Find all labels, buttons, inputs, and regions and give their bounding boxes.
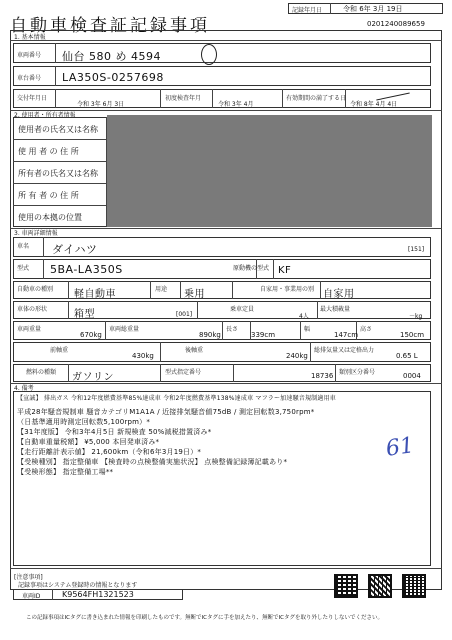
gross-value: 890kg [199, 331, 221, 339]
maker-label: 車名 [17, 243, 30, 250]
remark-line: 【31年度版】 令和3年4月5日 新規検査 50%減税措置済み* [17, 428, 212, 436]
use-value: 乗用 [184, 289, 205, 300]
type-desig-value: 18736 [311, 372, 334, 380]
owner-name-label: 所有者の氏名又は名称 [18, 169, 98, 178]
document-number: 0201240089659 [367, 20, 425, 28]
engine-label: 原動機の型式 [233, 265, 270, 272]
capacity-label: 乗車定員 [230, 306, 255, 313]
notice-label: [注意事項] [14, 574, 43, 581]
type-desig-label: 型式指定番号 [165, 369, 202, 376]
issued-value: 令和 3年 6月 3日 [77, 101, 125, 108]
kind-label: 自動車の種別 [17, 286, 54, 293]
rear-axle-value: 240kg [286, 352, 308, 360]
notice-text: 記録事項はシステム登録時の情報となります [18, 582, 138, 589]
chassis-label: 車台番号 [17, 75, 42, 82]
section-remarks-title: 4. 備考 [14, 385, 34, 392]
category-label: 類別区分番号 [339, 369, 376, 376]
gross-label: 車両総重量 [109, 326, 140, 333]
plate-value: 仙台 580 め 4594 [62, 50, 161, 63]
car-id-label: 車両ID [22, 593, 41, 600]
height-label: 高さ [360, 326, 373, 333]
section-vehicle-title: 3. 車両詳細情報 [14, 230, 58, 237]
handwritten-note: 61 [384, 433, 416, 462]
model-value: 5BA-LA350S [50, 263, 123, 276]
remark-line: 【宣誠】 排出ガス 令和12年度燃費基準85%達成車 令和2年度燃費基準138%達成車 マフラー加速騒音規制適用車 [17, 395, 336, 402]
section-basic-title: 1. 基本情報 [14, 34, 46, 41]
remark-line: 平成28年騒音規制車 騒音カテゴリM1A1A / 近接排気騒音値75dB / 測定回転数3,750rpm* [17, 408, 315, 416]
base-location-label: 使用の本拠の位置 [18, 213, 82, 222]
car-id-value: K9564FH1321523 [62, 590, 134, 599]
kind-value: 軽自動車 [74, 289, 116, 300]
body-code: [001] [176, 311, 193, 318]
displacement-value: 0.65 L [396, 352, 418, 360]
plate-label: 車両番号 [17, 52, 42, 59]
qr-code-3 [402, 574, 426, 598]
issue-date-label: 記録年月日 [292, 7, 323, 14]
expiry-label: 有効期間の満了する日 [286, 95, 347, 102]
remark-line: 【受検種別】 指定整備車 【検査時の点検整備実施状況】 点検整備記録簿記載あり* [17, 458, 288, 466]
maker-code: [151] [408, 246, 425, 253]
max-load-value: －kg [409, 313, 423, 320]
issue-date: 令和 6年 3月 19日 [343, 5, 403, 13]
issued-label: 交付年月日 [17, 95, 48, 102]
private-value: 自家用 [323, 289, 355, 300]
capacity-value: 4人 [299, 313, 309, 320]
first-reg-label: 初度検査年月 [165, 95, 202, 102]
bottom-notice: この記録事項はICタグに書き込まれた情報を印刷したものです。無断でICタグに手を加えたり、無断でICタグを取り外したりしないでください。 [26, 615, 383, 621]
qr-code-2 [368, 574, 392, 598]
body-value: 箱型 [74, 309, 95, 320]
expiry-value: 令和 8年 4月 4日 [350, 101, 398, 108]
use-label: 用途 [155, 286, 168, 293]
first-reg-value: 令和 3年 4月 [218, 101, 254, 108]
redaction-block [107, 115, 432, 227]
chassis-value: LA350S-0257698 [62, 71, 164, 84]
front-axle-value: 430kg [132, 352, 154, 360]
maker-value: ダイハツ [52, 243, 98, 256]
remark-line: （日基準適用時測定回転数5,100rpm）* [17, 418, 151, 426]
handwritten-circle [201, 44, 217, 65]
rear-axle-label: 後軸重 [185, 347, 204, 354]
qr-code-1 [334, 574, 358, 598]
remark-line: 【自動車重量税額】 ¥5,000 本回発車済み* [17, 438, 160, 446]
section-owner-title: 2. 使用者・所有者情報 [14, 112, 76, 119]
private-label: 自家用・事業用の別 [260, 286, 315, 293]
fuel-value: ガソリン [72, 372, 114, 383]
remark-line: 【走行距離計表示値】 21,600km（令和6年3月19日）* [17, 448, 202, 456]
height-value: 150cm [400, 331, 425, 339]
width-label: 幅 [304, 326, 311, 333]
width-value: 147cm [334, 331, 359, 339]
length-label: 長さ [226, 326, 239, 333]
engine-value: KF [278, 265, 292, 276]
weight-value: 670kg [80, 331, 102, 339]
fuel-label: 燃料の種類 [26, 369, 57, 376]
category-value: 0004 [403, 372, 421, 380]
owner-address-label: 所 有 者 の 住 所 [18, 191, 79, 200]
max-load-label: 最大積載量 [320, 306, 351, 313]
user-name-label: 使用者の氏名又は名称 [18, 125, 98, 134]
body-label: 車体の形状 [17, 306, 48, 313]
displacement-label: 総排気量又は定格出力 [314, 347, 375, 354]
front-axle-label: 前軸重 [50, 347, 69, 354]
remark-line: 【受検形態】 指定整備工場** [17, 468, 114, 476]
model-label: 型式 [17, 265, 30, 272]
length-value: 339cm [251, 331, 276, 339]
user-address-label: 使 用 者 の 住 所 [18, 147, 79, 156]
page-title: 自動車検査証記録事項 [10, 16, 210, 36]
weight-label: 車両重量 [17, 326, 42, 333]
